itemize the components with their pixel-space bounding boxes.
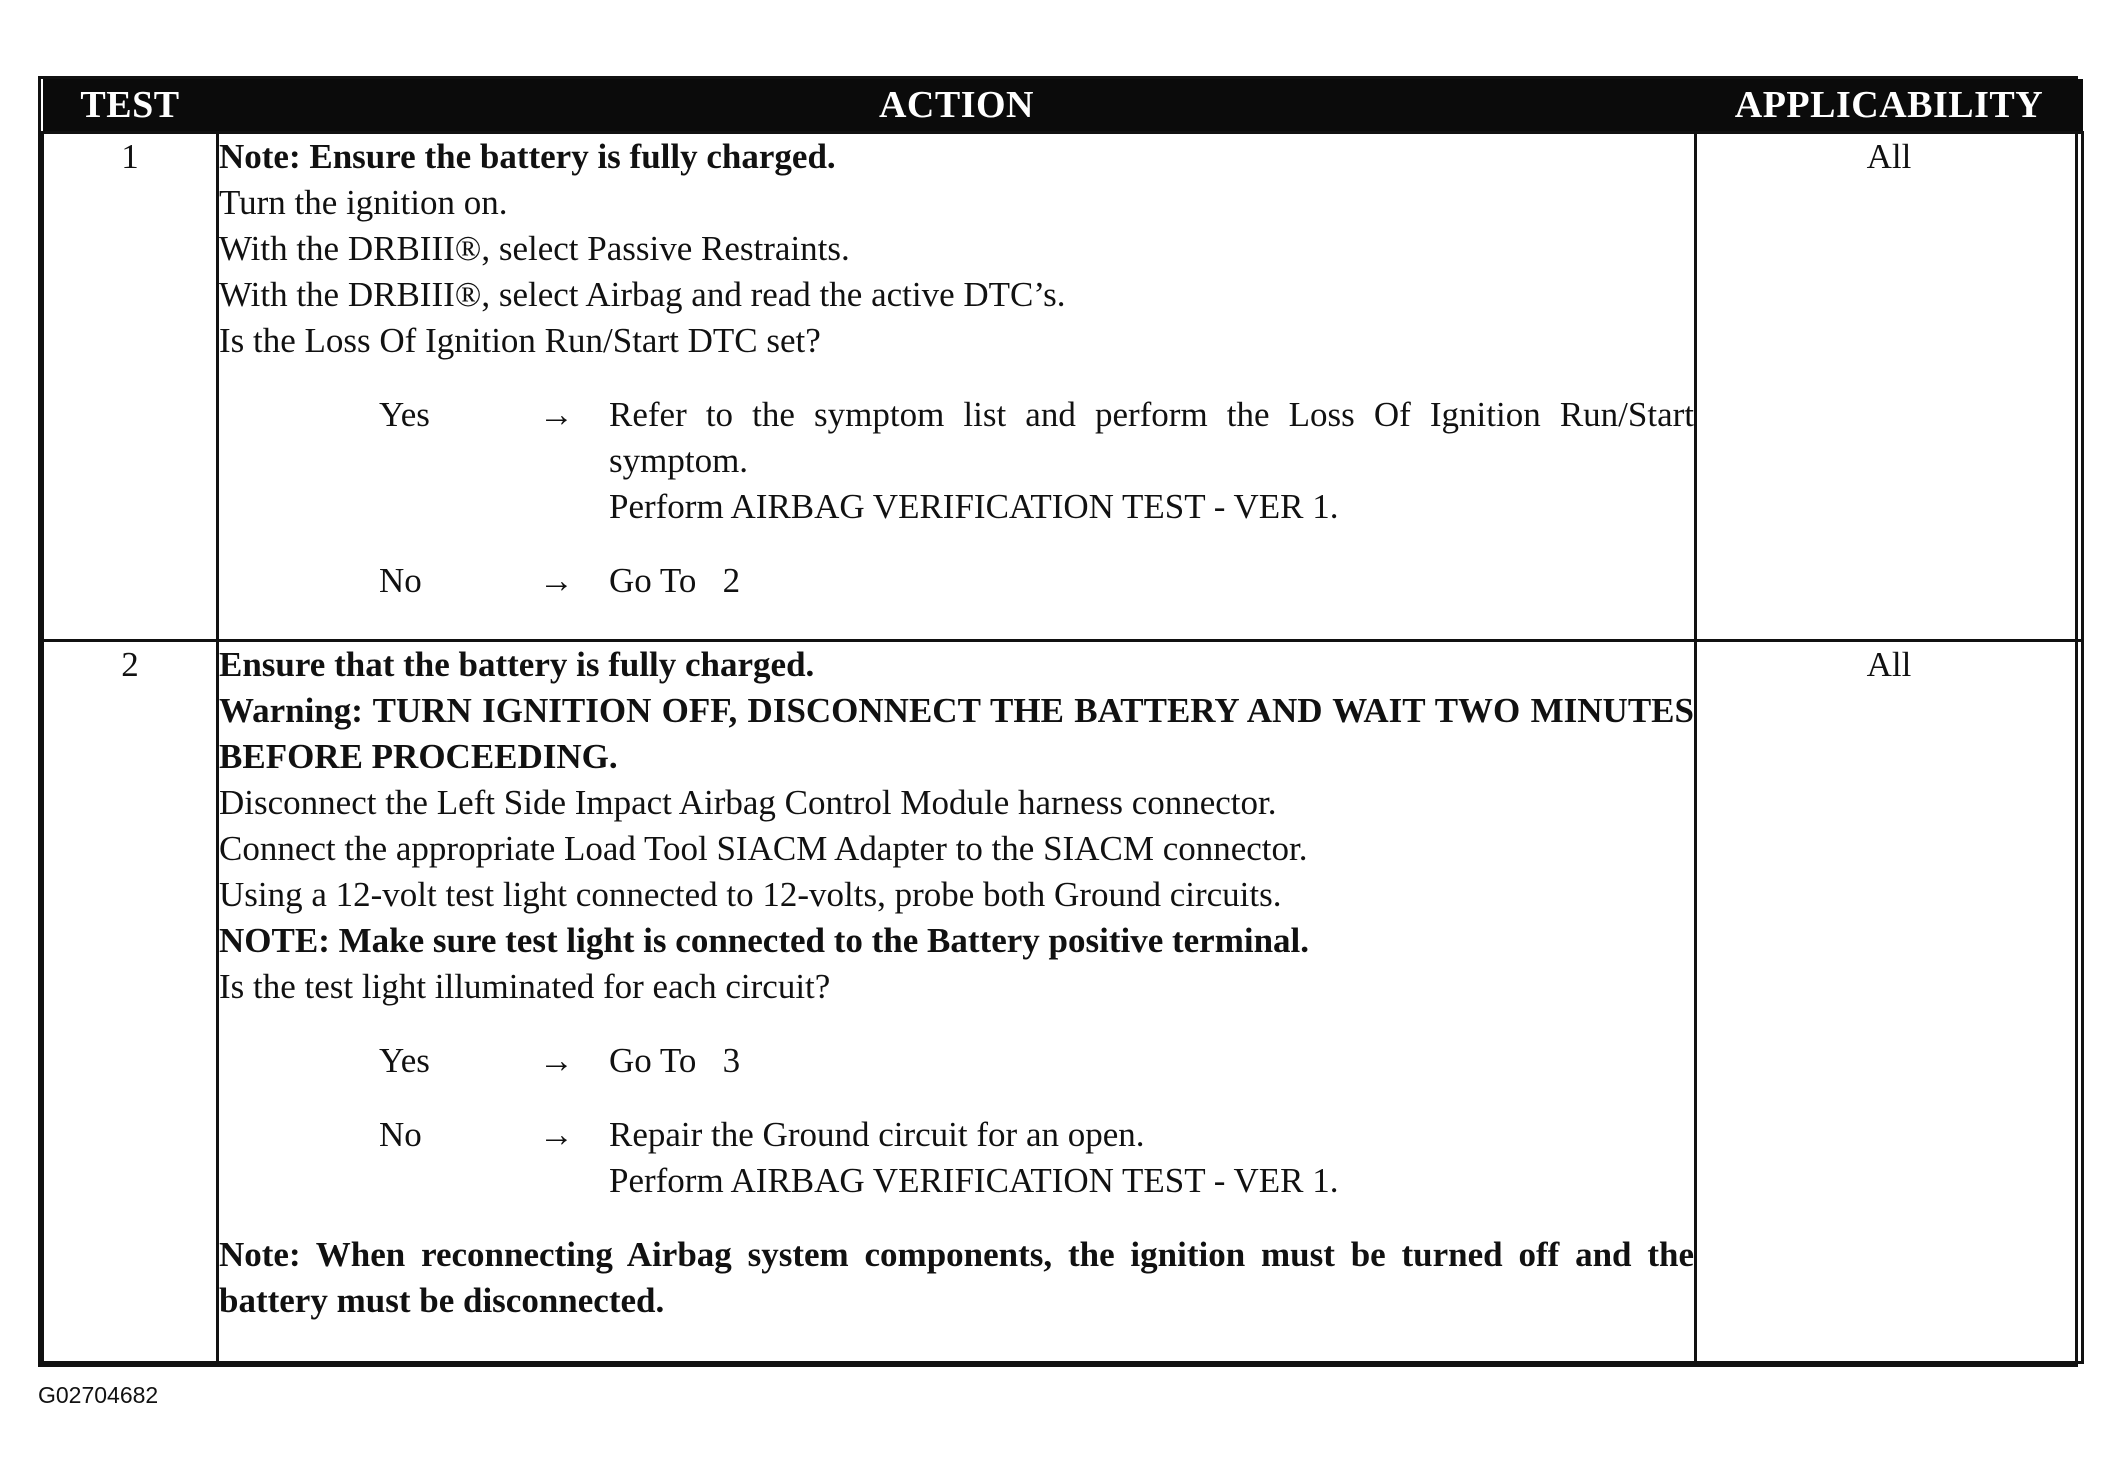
applicability-value: All — [1696, 641, 2083, 1363]
warning-text: Warning: TURN IGNITION OFF, DISCONNECT THE BATTERY AND WAIT TWO MINUTES BEFORE PROCEEDING. — [219, 691, 1694, 776]
question-text: Is the test light illuminated for each circuit? — [219, 967, 831, 1006]
test-number: 2 — [43, 641, 218, 1363]
header-action: ACTION — [218, 79, 1696, 133]
reconnect-note: Note: When reconnecting Airbag system components, the ignition must be turned off and the battery must be disconnected. — [219, 1235, 1694, 1320]
no-label: No — [379, 561, 422, 600]
question-text: Is the Loss Of Ignition Run/Start DTC set? — [219, 321, 821, 360]
result-line: Perform AIRBAG VERIFICATION TEST - VER 1. — [609, 1161, 1339, 1200]
yes-result — [609, 392, 1694, 530]
terminal-note: NOTE: Make sure test light is connected to the Battery positive terminal. — [219, 921, 1310, 960]
table-row — [43, 133, 2083, 641]
table-row — [43, 641, 2083, 1363]
result-line: Go To 3 — [609, 1041, 741, 1080]
result-line: Repair the Ground circuit for an open. — [609, 1115, 1145, 1154]
battery-note: Note: Ensure the battery is fully charged. — [219, 137, 836, 176]
arrow-icon: → — [539, 1041, 574, 1080]
test-table — [41, 79, 2084, 1364]
battery-note: Ensure that the battery is fully charged. — [219, 645, 815, 684]
step-text: Turn the ignition on. — [219, 183, 508, 222]
step-text: Using a 12-volt test light connected to 12-volts, probe both Ground circuits. — [219, 875, 1282, 914]
yes-label: Yes — [379, 1041, 430, 1080]
no-branch — [379, 1112, 1694, 1204]
header-applicability: APPLICABILITY — [1696, 79, 2083, 133]
arrow-icon: → — [539, 561, 574, 600]
yes-label: Yes — [379, 395, 430, 434]
no-result — [609, 1112, 1694, 1204]
diagnostic-test-table — [38, 76, 2078, 1367]
header-row — [43, 79, 2083, 133]
yes-branch — [379, 1038, 1694, 1084]
no-branch — [379, 558, 1694, 604]
result-line: Refer to the symptom list and perform the Loss Of Ignition Run/Start symptom. — [609, 395, 1694, 480]
yes-result — [609, 1038, 1694, 1084]
yes-branch — [379, 392, 1694, 530]
header-test: TEST — [43, 79, 218, 133]
action-cell — [218, 133, 1696, 641]
no-label: No — [379, 1115, 422, 1154]
step-text: Disconnect the Left Side Impact Airbag Control Module harness connector. — [219, 783, 1277, 822]
no-result — [609, 558, 1694, 604]
result-line: Perform AIRBAG VERIFICATION TEST - VER 1. — [609, 487, 1339, 526]
applicability-value: All — [1696, 133, 2083, 641]
action-cell — [218, 641, 1696, 1363]
test-number: 1 — [43, 133, 218, 641]
step-text: With the DRBIII®, select Passive Restraints. — [219, 229, 850, 268]
figure-code: G02704682 — [38, 1382, 159, 1408]
step-text: Connect the appropriate Load Tool SIACM Adapter to the SIACM connector. — [219, 829, 1308, 868]
result-line: Go To 2 — [609, 561, 741, 600]
arrow-icon: → — [539, 1115, 574, 1154]
step-text: With the DRBIII®, select Airbag and read the active DTC’s. — [219, 275, 1066, 314]
arrow-icon: → — [539, 395, 574, 434]
